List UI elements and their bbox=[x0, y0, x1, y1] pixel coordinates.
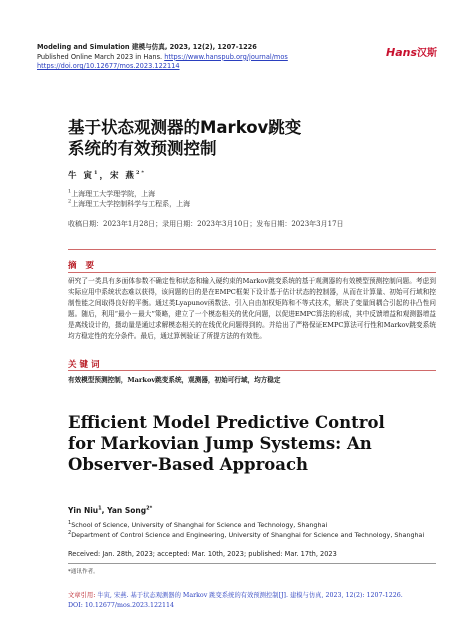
en-author1: Yin Niu bbox=[68, 506, 99, 515]
citation-text: 牛寅, 宋燕. 基于状态观测器的 Markov 跳变系统的有效预测控制[J]. 建模与仿真, 2023, 12(2): 1207-1226. bbox=[97, 592, 403, 599]
chinese-title bbox=[68, 117, 428, 159]
cn-author2: 宋 燕 bbox=[109, 171, 136, 181]
keywords-heading: 关键词 bbox=[68, 360, 103, 370]
published-prefix: Published Online March 2023 in Hans. bbox=[37, 52, 165, 61]
doi-link[interactable]: https://doi.org/10.12677/mos.2023.122114 bbox=[37, 62, 180, 71]
en-author2-sup: 2* bbox=[146, 505, 153, 512]
chinese-title-line1: 基于状态观测器的Markov跳变 bbox=[68, 118, 302, 137]
en-affil1 bbox=[68, 520, 440, 530]
cn-author1: 牛 寅 bbox=[68, 171, 94, 181]
published-line bbox=[37, 53, 437, 63]
en-affil1-text: School of Science, University of Shanghai for Science and Technology, Shanghai bbox=[71, 521, 328, 529]
cn-author2-sup: 2* bbox=[135, 170, 147, 177]
cn-affil2-sup: 2 bbox=[68, 198, 72, 205]
hans-logo bbox=[386, 44, 437, 59]
en-author2: Yan Song bbox=[107, 506, 147, 515]
cn-affil2-text: 上海理工大学控制科学与工程系，上海 bbox=[71, 200, 191, 208]
en-affil2-text: Department of Control Science and Engineering, University of Shanghai for Science and Technology, Shanghai bbox=[71, 531, 425, 539]
english-authors bbox=[68, 506, 152, 515]
journal-header bbox=[37, 43, 437, 72]
journal-line: Modeling and Simulation 建模与仿真, 2023, 12(2), 1207-1226 bbox=[37, 43, 257, 51]
citation-doi[interactable]: DOI: 10.12677/mos.2023.122114 bbox=[68, 602, 175, 609]
logo-latin: Hans bbox=[385, 46, 417, 59]
journal-url-link[interactable]: https://www.hanspub.org/journal/mos bbox=[164, 52, 288, 61]
chinese-affiliations bbox=[68, 189, 190, 209]
divider bbox=[68, 249, 436, 250]
citation-label: 文章引用: bbox=[68, 592, 98, 599]
chinese-dates: 收稿日期：2023年1月28日；录用日期：2023年3月10日；发布日期：2023年3月17日 bbox=[68, 220, 344, 228]
abstract-heading: 摘 要 bbox=[68, 261, 97, 271]
cn-affil1-sup: 1 bbox=[68, 188, 72, 195]
citation-line bbox=[68, 591, 448, 601]
chinese-authors bbox=[68, 169, 146, 181]
divider bbox=[68, 370, 436, 371]
cn-affil1 bbox=[68, 189, 190, 199]
logo-cn: 汉斯 bbox=[417, 48, 437, 59]
en-affil2-sup: 2 bbox=[68, 529, 72, 536]
cn-affil1-text: 上海理工大学理学院，上海 bbox=[71, 190, 156, 198]
divider bbox=[68, 563, 436, 564]
english-title: Efficient Model Predictive Control for Markovian Jump Systems: An Observer-Based Approach bbox=[68, 413, 385, 474]
cn-author1-sup: 1 bbox=[93, 170, 100, 177]
chinese-title-line2: 系统的有效预测控制 bbox=[68, 139, 217, 158]
chinese-keywords: 有效模型预测控制，Markov跳变系统，观测器，初始可行域，均方稳定 bbox=[68, 376, 281, 384]
en-author-sep: , bbox=[101, 506, 108, 515]
en-affil2 bbox=[68, 530, 440, 540]
citation-block bbox=[68, 591, 448, 611]
chinese-abstract: 研究了一类具有多面体参数不确定性和状态和输入硬约束的Markov跳变系统的基于观测器的有效模型预测控制问题。考虑到实际应用中系统状态难以获得，该问题的目的是在EMPC框架下设计基于估计状态的控制器，从而在计算量、初始可行域和控制性能之间取得良好的平衡。通过类Lyapunov函数法、引入自由加权矩阵和不等式技术，解决了变量间耦合引起的非凸性问题。随后，利用“最小－最大”策略，建立了一个模态相关的优化问题，以促进EMPC算法的形成，其中反馈增益和观测器增益是离线设计的，摄动量是通过求解模态相关的在线优化问题得到的。并给出了严格保证EMPC算法可行性和Markov跳变系统均方稳定性的充分条件。最后，通过算例验证了所提方法的有效性。 bbox=[68, 277, 436, 340]
doi-line bbox=[37, 62, 437, 72]
corresponding-author-note: *通讯作者。 bbox=[68, 569, 99, 575]
divider bbox=[68, 272, 436, 273]
en-affil1-sup: 1 bbox=[68, 519, 72, 526]
english-dates: Received: Jan. 28th, 2023; accepted: Mar. 10th, 2023; published: Mar. 17th, 2023 bbox=[68, 550, 337, 558]
english-affiliations bbox=[68, 520, 440, 540]
cn-author-sep: ， bbox=[99, 171, 110, 181]
cn-affil2 bbox=[68, 199, 190, 209]
en-author1-sup: 1 bbox=[98, 505, 102, 512]
